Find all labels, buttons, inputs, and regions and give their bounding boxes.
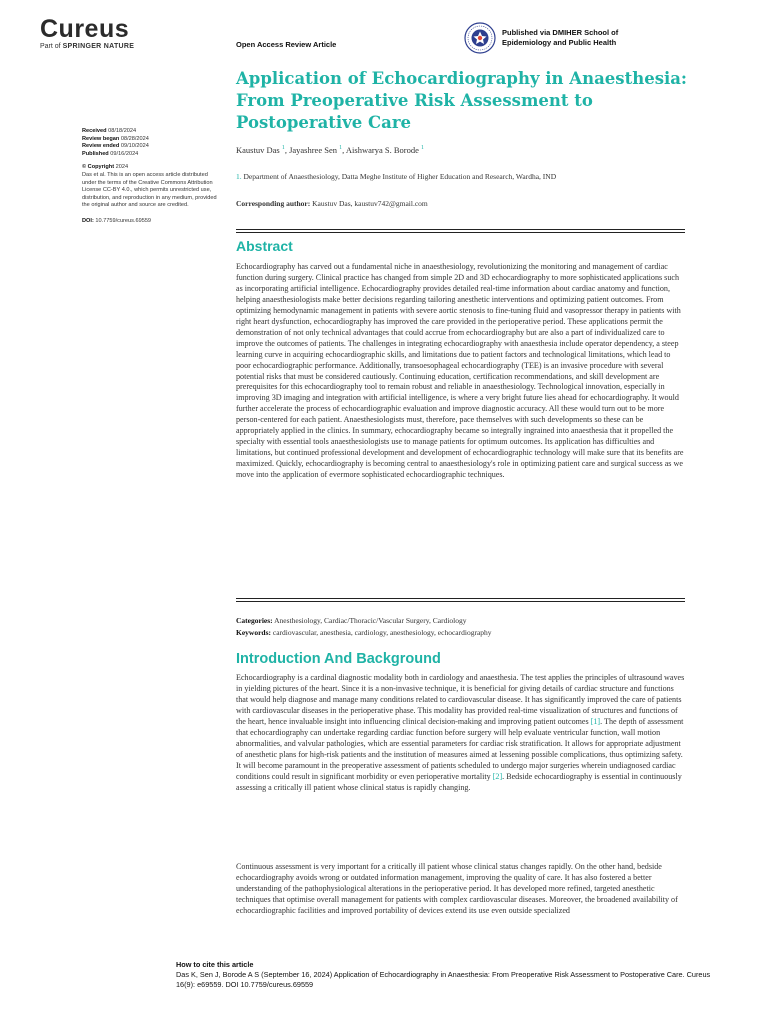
review-ended-date: 09/10/2024 bbox=[120, 143, 149, 150]
keywords-value: cardiovascular, anesthesia, cardiology, anesthesiology, echocardiography bbox=[272, 628, 492, 637]
article-sidebar bbox=[82, 128, 222, 226]
how-to-cite-heading: How to cite this article bbox=[176, 960, 254, 969]
paragraph-text: . Bedside echocardiography is essential in continuously assessing a critically ill patient whose clinical status is rapidly changing. bbox=[236, 771, 682, 792]
abstract-text: Echocardiography has carved out a fundamental niche in anaesthesiology, revolutionizing the monitoring and management of cardiac function during surgery. Clinical practice has changed from simple 2D and 3D echocardiography to more sophisticated applications such as incorporating artificial intelligence. Echocardiography provides detailed real-time information about cardiac anatomy and function, helping anaesthesiologists make better decisions regarding tailoring anesthetic interventions and optimizing patient outcomes. From optimizing hemodynamic management in patients with severe aortic stenosis to fine-tuning fluid and vasopressor therapy in patients with right heart dysfunction, echocardiography has improved the care provided in the perioperative period. These applications permit the demonstration of not only technical advantages that could accrue from echocardiography but are also a part of individualized care to improve the outcomes of patients. The challenges in integrating echocardiography with anaesthesia include operator dependency, a steep learning curve in acquiring echocardiographic skills, and limitations due to patient factors and technological limitations, which lead to poor echocardiographic performance. Additionally, transoesophageal echocardiography (TEE) is an invasive procedure with several potential risks that must be considered cautiously. Continuing education, certification recommendations, and skill development are prerequisites for this echocardiography tool to remain robust and reliable in anaesthesiology. Technological innovation, especially in improving 3D imaging and integration with artificial intelligence, is where a very bright future lies ahead for echocardiography. It would further accelerate the process of echocardiographic evaluation and improve diagnostic accuracy. All these would turn out to be more person-centered for each patient. Anaesthesiologists must, therefore, pace themselves with such developments so these can be appropriately applied in the clinics. In summary, echocardiography became so integrally ingrained into anaesthesia that it propelled the specialty with essential tools anaesthesiologists use to manage patients for optimum outcomes. Its application has difficulties and limitations, but continued professional development and development of echocardiographic technology will make sure that its benefits are maximized. Quickly, echocardiography is becoming central to anaesthesiology's role in optimizing patient care and surgical success as we move into the application of evermore sophisticated echocardiographic techniques. bbox=[236, 262, 684, 480]
logo-part-of-brand: SPRINGER NATURE bbox=[62, 43, 135, 50]
corresponding-author-label: Corresponding author: bbox=[236, 199, 311, 208]
copyright-row bbox=[82, 164, 222, 172]
doi-row bbox=[82, 218, 222, 226]
logo-part-of-prefix: Part of bbox=[40, 43, 61, 50]
categories-label: Categories: bbox=[236, 616, 273, 625]
review-began-date: 08/28/2024 bbox=[120, 135, 149, 142]
published-label: Published bbox=[82, 150, 109, 157]
copyright-label: © Copyright bbox=[82, 164, 115, 171]
author-affiliation-marker: 1 bbox=[420, 145, 424, 152]
categories-row bbox=[236, 615, 492, 627]
author-name: Jayashree Sen bbox=[289, 145, 337, 155]
author-list bbox=[236, 145, 424, 155]
received-label: Received bbox=[82, 128, 107, 134]
published-via-line2: Epidemiology and Public Health bbox=[502, 38, 617, 47]
affiliation-number: 1. bbox=[236, 172, 242, 181]
section-divider bbox=[236, 229, 685, 233]
published-via-block bbox=[464, 22, 618, 54]
license-text: Das et al. This is an open access article distributed under the terms of the Creative Commons Attribution License CC-BY 4.0., which permits unrestricted use, distribution, and reproduction in any medium, provided the original author and source are credited. bbox=[82, 171, 217, 209]
cureus-logo[interactable] bbox=[40, 16, 134, 50]
author-link[interactable] bbox=[236, 145, 285, 155]
doi-label: DOI: bbox=[82, 217, 94, 224]
author-affiliation-marker: 1 bbox=[281, 145, 285, 152]
author-name: Kaustuv Das bbox=[236, 145, 280, 155]
categories-value: Anesthesiology, Cardiac/Thoracic/Vascular Surgery, Cardiology bbox=[274, 616, 467, 625]
author-link[interactable] bbox=[289, 145, 342, 155]
review-ended-row bbox=[82, 143, 222, 151]
author-separator: , bbox=[284, 145, 290, 155]
author-name: Aishwarya S. Borode bbox=[345, 145, 419, 155]
keywords-row bbox=[236, 627, 492, 639]
received-date: 08/18/2024 bbox=[108, 128, 137, 134]
paragraph-text: Echocardiography is a cardinal diagnostic modality both in cardiology and anaesthesia. The test applies the principles of ultrasound waves in yielding pictures of the heart. Since it is a non-invasive technique, it is beneficial for giving details of cardiac structure and functions that would help diagnose and manage many conditions related to cardiovascular disease. It has significantly improved the care of patients with cardiovascular diseases in the perioperative phase. This modality has provided real-time visualization of structures and functions of the heart, hence invaluable insight into influencing clinical decision-making and improving patient outcomes bbox=[236, 673, 685, 726]
received-row bbox=[82, 128, 222, 136]
author-link[interactable] bbox=[346, 145, 424, 155]
reference-link[interactable]: [1] bbox=[590, 716, 601, 726]
logo-wordmark: Cureus bbox=[40, 15, 130, 43]
published-via-text bbox=[502, 28, 618, 48]
introduction-paragraph-1 bbox=[236, 673, 686, 793]
published-date: 09/16/2024 bbox=[110, 150, 139, 157]
published-via-line1: Published via DMIHER School of bbox=[502, 28, 619, 37]
keywords-label: Keywords: bbox=[236, 628, 271, 637]
reference-link[interactable]: [2] bbox=[492, 771, 503, 781]
introduction-paragraph-2: Continuous assessment is very important for a critically ill patient whose clinical status changes rapidly. On the other hand, bedside echocardiography avoids wrong or outdated information management, improving the quality of care. It has also fostered a better understanding of the pathophysiological alterations in the perioperative period. It has developed more refined, targeted anesthetic techniques that optimise overall management for patients with complex cardiovascular diseases. Moreover, the broadened availability of echocardiographic facilities and improved portability of devices extend its use even outside specialized bbox=[236, 862, 678, 915]
review-began-label: Review began bbox=[82, 135, 120, 142]
affiliation bbox=[236, 172, 556, 181]
introduction-heading: Introduction And Background bbox=[236, 651, 441, 667]
categories-keywords bbox=[236, 615, 492, 639]
review-ended-label: Review ended bbox=[82, 143, 120, 150]
published-row bbox=[82, 151, 222, 159]
doi-link[interactable]: 10.7759/cureus.69559 bbox=[95, 217, 152, 224]
dmiher-seal-icon bbox=[464, 22, 496, 54]
article-title: Application of Echocardiography in Anaesthesia: From Preoperative Risk Assessment to Postoperative Care bbox=[236, 69, 688, 132]
corresponding-author bbox=[236, 199, 428, 208]
abstract-heading: Abstract bbox=[236, 238, 293, 254]
author-affiliation-marker: 1 bbox=[339, 145, 343, 152]
paragraph-text: . The depth of assessment that echocardiography can undertake regarding cardiac function before surgery will help evaluate ventricular function, wall motion abnormalities, and valvular pathologies, which are essential parameters for cardiac risk stratification. It allows for appropriate adjustment of anesthetic plans for high-risk patients and the institution of measures aimed at lessening possible complications, thus optimizing safety. It will become paramount in the preoperative assessment of patients scheduled to undergo major surgeries wherein undiagnosed cardiac conditions could result in significant morbidity or even perioperative mortality bbox=[236, 716, 684, 781]
section-divider bbox=[236, 598, 685, 602]
how-to-cite bbox=[176, 960, 716, 989]
affiliation-text: Department of Anaesthesiology, Datta Meghe Institute of Higher Education and Research, Wardha, IND bbox=[243, 172, 557, 181]
how-to-cite-text: Das K, Sen J, Borode A S (September 16, 2024) Application of Echocardiography in Anaesthesia: From Preoperative Risk Assessment to Postoperative Care. Cureus 16(9): e69559. DOI 10.7759/cureus.69559 bbox=[176, 969, 711, 989]
corresponding-author-text[interactable]: Kaustuv Das, kaustuv742@gmail.com bbox=[312, 199, 428, 208]
author-separator: , bbox=[342, 145, 346, 155]
logo-part-of bbox=[40, 43, 134, 50]
review-began-row bbox=[82, 136, 222, 144]
article-type-label: Open Access Review Article bbox=[236, 40, 337, 49]
copyright-year: 2024 bbox=[115, 164, 129, 171]
